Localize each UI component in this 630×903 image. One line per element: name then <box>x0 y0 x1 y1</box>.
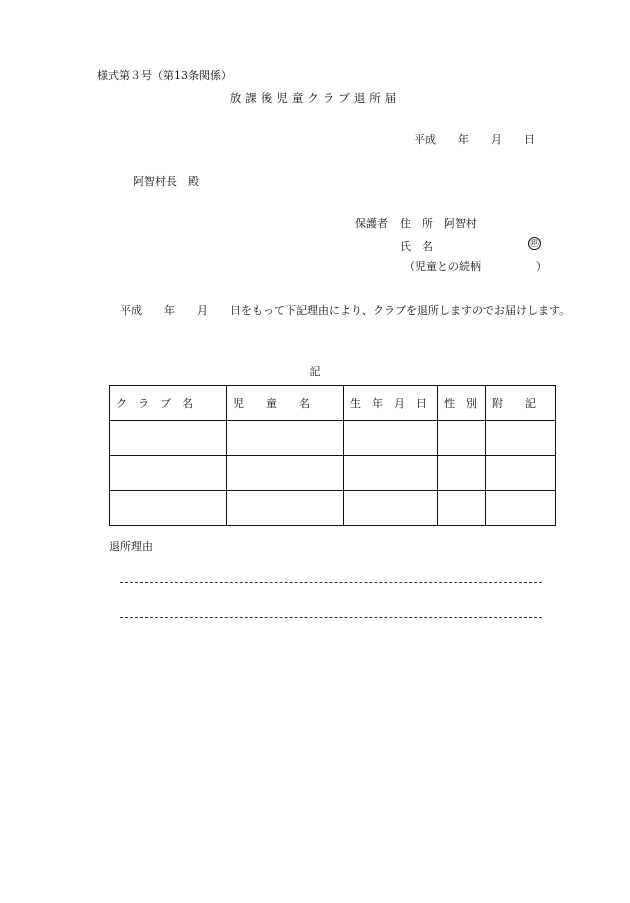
cell-notes[interactable] <box>486 456 556 491</box>
reason-input-line[interactable] <box>120 582 542 583</box>
guardian-name-label: 氏 名 <box>400 240 433 253</box>
form-number: 様式第３号（第13条関係） <box>97 69 232 82</box>
cell-club-name[interactable] <box>110 456 227 491</box>
withdrawal-table <box>109 385 556 526</box>
header-child-name: 児 童 名 <box>227 386 344 421</box>
cell-child-name[interactable] <box>227 421 344 456</box>
cell-birth-date[interactable] <box>344 491 438 526</box>
table-row <box>110 456 556 491</box>
table-row <box>110 491 556 526</box>
cell-gender[interactable] <box>438 491 486 526</box>
cell-club-name[interactable] <box>110 421 227 456</box>
table-header-row <box>110 386 556 421</box>
cell-child-name[interactable] <box>227 456 344 491</box>
body-paragraph: 平成 年 月 日をもって下記理由により、クラブを退所しますのでお届けします。 <box>120 304 571 317</box>
cell-birth-date[interactable] <box>344 456 438 491</box>
document-title: 放課後児童クラブ退所届 <box>229 91 401 105</box>
record-heading: 記 <box>309 365 321 378</box>
addressee: 阿智村長 殿 <box>133 175 199 188</box>
guardian-address: 住 所 阿智村 <box>400 217 477 230</box>
relation-field: （児童との続柄 ） <box>404 260 547 273</box>
cell-gender[interactable] <box>438 456 486 491</box>
reason-input-line[interactable] <box>120 617 542 618</box>
header-gender: 性 別 <box>438 386 486 421</box>
cell-club-name[interactable] <box>110 491 227 526</box>
cell-birth-date[interactable] <box>344 421 438 456</box>
table-row <box>110 421 556 456</box>
reason-label: 退所理由 <box>109 540 153 553</box>
date-line: 平成 年 月 日 <box>414 133 535 146</box>
cell-gender[interactable] <box>438 421 486 456</box>
header-birth-date: 生 年 月 日 <box>344 386 438 421</box>
header-club-name: ク ラ ブ 名 <box>110 386 227 421</box>
seal-mark: ㊞ <box>529 238 540 249</box>
cell-child-name[interactable] <box>227 491 344 526</box>
cell-notes[interactable] <box>486 421 556 456</box>
header-notes: 附 記 <box>486 386 556 421</box>
guardian-label: 保護者 <box>355 217 388 230</box>
cell-notes[interactable] <box>486 491 556 526</box>
